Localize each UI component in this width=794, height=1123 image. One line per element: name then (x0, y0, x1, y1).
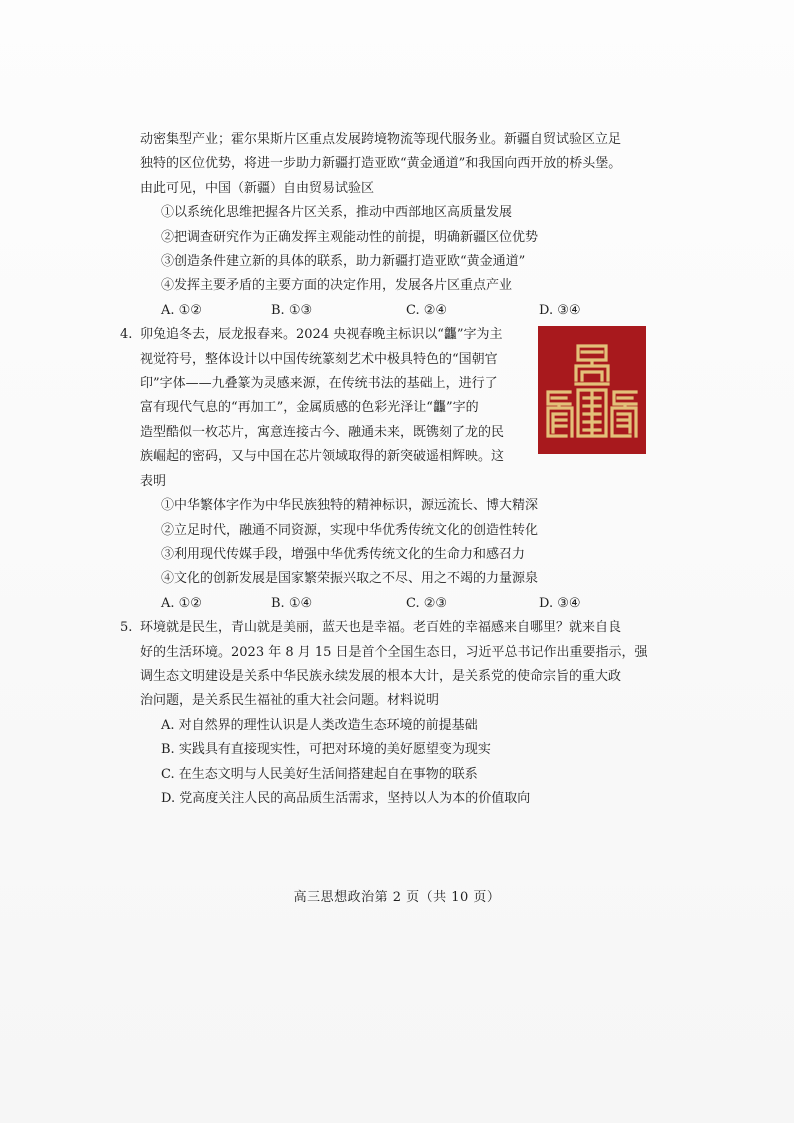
q4-item-1: ①中华繁体字作为中华民族独特的精神标识，源远流长、博大精深 (161, 498, 539, 514)
q4-option-c: C. ②③ (406, 595, 448, 611)
q4-stem-line-5: 造型酷似一枚芯片，寓意连接古今、融通未来，既镌刻了龙的民 (140, 424, 505, 440)
page-content (120, 128, 660, 811)
q3-option-a: A. ①② (161, 302, 202, 318)
q4-stem (120, 323, 540, 494)
q3-option-b: B. ①③ (271, 302, 313, 318)
q4-options (140, 592, 660, 616)
q5-option-c: C. 在生态文明与人民美好生活间搭建起自在事物的联系 (161, 766, 478, 782)
page-footer: 高三思想政治第 2 页（共 10 页） (293, 890, 501, 905)
q3-options (140, 299, 660, 323)
q3-stem-line-3: 由此可见，中国（新疆）自由贸易试验区 (140, 180, 375, 196)
q4-stem-line-2: 视觉符号，整体设计以中国传统篆刻艺术中极具特色的“国朝官 (140, 351, 498, 367)
q5-option-b: B. 实践具有直接现实性，可把对环境的美好愿望变为现实 (161, 742, 491, 758)
q4-number: 4. (120, 327, 133, 343)
q4-stem-line-1: 卯兔追冬去，辰龙报春来。2024 央视春晚主标识以“龘”字为主 (140, 327, 503, 343)
q5-option-a: A. 对自然界的理性认识是人类改造生态环境的前提基础 (161, 717, 478, 733)
q5-stem-line-3: 调生态文明建设是关系中华民族永续发展的根本大计，是关系党的使命宗旨的重大政 (140, 668, 622, 684)
q5-number: 5. (120, 620, 133, 636)
q3-item-1: ①以系统化思维把握各片区关系，推动中西部地区高质量发展 (161, 205, 513, 221)
q4-stem-line-3: 印”字体——九叠篆为灵感来源，在传统书法的基础上，进行了 (140, 376, 498, 392)
q5-stem-line-4: 治问题，是关系民生福祉的重大社会问题。材料说明 (140, 693, 440, 709)
q4-option-a: A. ①② (161, 595, 202, 611)
q3-stem-line-2: 独特的区位优势，将进一步助力新疆打造亚欧“黄金通道”和我国向西开放的桥头堡。 (140, 156, 622, 172)
question-5 (120, 616, 660, 811)
q5-option-d: D. 党高度关注人民的高品质生活需求，坚持以人为本的价值取向 (161, 790, 531, 806)
q4-item-3: ③利用现代传媒手段，增强中华优秀传统文化的生命力和感召力 (161, 546, 526, 562)
q3-item-2: ②把调查研究作为正确发挥主观能动性的前提，明确新疆区位优势 (161, 229, 539, 245)
q3-stem-line-1: 动密集型产业；霍尔果斯片区重点发展跨境物流等现代服务业。新疆自贸试验区立足 (140, 132, 622, 147)
q4-stem-line-4: 富有现代气息的“再加工”，金属质感的色彩光泽让“龘”字的 (140, 400, 479, 416)
q5-stem-line-2: 好的生活环境。2023 年 8 月 15 日是首个全国生态日，习近平总书记作出重要指示，强 (140, 644, 648, 660)
q3-option-c: C. ②④ (406, 302, 448, 318)
q3-item-4: ④发挥主要矛盾的主要方面的决定作用，发展各片区重点产业 (161, 278, 513, 294)
question-3 (140, 128, 660, 323)
q4-stem-line-7: 表明 (140, 473, 167, 489)
q4-stem-line-6: 族崛起的密码，又与中国在芯片领域取得的新突破遥相辉映。这 (140, 449, 505, 465)
q4-option-d: D. ③④ (539, 595, 581, 611)
q4-item-2: ②立足时代，融通不同资源，实现中华优秀传统文化的创造性转化 (161, 522, 539, 538)
seal-glyph-icon (544, 340, 640, 440)
q3-option-d: D. ③④ (539, 302, 581, 318)
q4-option-b: B. ①④ (271, 595, 313, 611)
q5-stem-line-1: 环境就是民生，青山就是美丽，蓝天也是幸福。老百姓的幸福感来自哪里？就来自良 (140, 620, 622, 636)
long-seal-logo-image (538, 326, 646, 454)
q4-item-4: ④文化的创新发展是国家繁荣振兴取之不尽、用之不竭的力量源泉 (161, 571, 539, 587)
q3-item-3: ③创造条件建立新的具体的联系，助力新疆打造亚欧“黄金通道” (161, 254, 526, 270)
question-4 (120, 323, 660, 616)
